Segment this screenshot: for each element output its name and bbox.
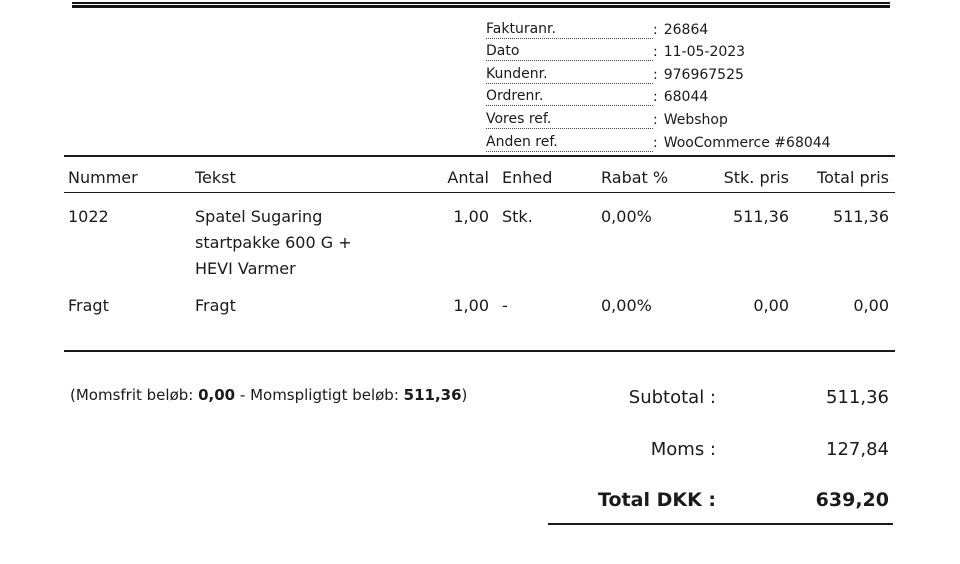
meta-colon: : (653, 89, 658, 106)
invoice-meta (486, 16, 831, 152)
cell-enhed: - (502, 296, 508, 315)
meta-value-kundenr: 976967525 (663, 66, 744, 83)
meta-row-ordrenr (486, 84, 831, 107)
meta-colon: : (653, 134, 658, 151)
cell-antal: 1,00 (453, 296, 489, 315)
meta-row-anden-ref (486, 129, 831, 152)
header-tekst: Tekst (195, 168, 236, 187)
tekst-line: Spatel Sugaring (195, 207, 323, 226)
header-enhed: Enhed (502, 168, 553, 187)
header-nummer: Nummer (68, 168, 138, 187)
cell-total-pris: 511,36 (833, 207, 889, 226)
meta-value-dato: 11-05-2023 (663, 44, 746, 61)
cell-total-pris: 0,00 (853, 296, 889, 315)
vat-free-amount: 0,00 (198, 386, 236, 404)
cell-tekst (195, 293, 400, 319)
meta-row-fakturanr (486, 16, 831, 39)
meta-row-dato (486, 39, 831, 62)
cell-tekst (195, 204, 400, 282)
moms-value: 127,84 (826, 439, 889, 460)
total-bottom-rule (548, 523, 893, 525)
moms-label: Moms : (650, 439, 716, 460)
vat-liable-amount: 511,36 (403, 386, 462, 404)
tekst-line: HEVI Varmer (195, 259, 296, 278)
header-total-pris: Total pris (817, 168, 889, 187)
subtotal-label: Subtotal : (628, 387, 716, 408)
table-bottom-rule (64, 350, 895, 352)
vat-note-text: ) (461, 386, 468, 404)
cell-nummer: Fragt (68, 296, 109, 315)
cell-stk-pris: 511,36 (733, 207, 789, 226)
header-rabat: Rabat % (601, 168, 669, 187)
meta-label-anden-ref: Anden ref. (486, 133, 653, 152)
meta-label-kundenr: Kundenr. (486, 65, 653, 84)
meta-label-ordrenr: Ordrenr. (486, 87, 653, 106)
meta-value-ordrenr: 68044 (663, 89, 709, 106)
meta-label-fakturanr: Fakturanr. (486, 20, 653, 39)
cell-antal: 1,00 (453, 207, 489, 226)
meta-row-vores-ref (486, 106, 831, 129)
subtotal-value: 511,36 (826, 387, 889, 408)
meta-label-vores-ref: Vores ref. (486, 110, 653, 129)
meta-value-vores-ref: Webshop (663, 111, 728, 128)
header-antal: Antal (447, 168, 489, 187)
table-top-rule (64, 155, 895, 157)
cell-nummer: 1022 (68, 207, 109, 226)
top-rule (72, 2, 890, 8)
vat-note-text: - Momspligtigt beløb: (235, 386, 404, 404)
cell-enhed: Stk. (502, 207, 533, 226)
vat-note (70, 386, 467, 404)
top-rule-thick-line (72, 5, 890, 8)
table-header-rule (64, 192, 895, 194)
meta-value-fakturanr: 26864 (663, 21, 709, 38)
meta-colon: : (653, 111, 658, 128)
total-value: 639,20 (815, 489, 889, 511)
header-stk-pris: Stk. pris (723, 168, 789, 187)
vat-note-text: (Momsfrit beløb: (70, 386, 199, 404)
meta-row-kundenr (486, 61, 831, 84)
total-label: Total DKK : (598, 489, 716, 511)
cell-rabat: 0,00% (601, 207, 652, 226)
meta-colon: : (653, 21, 658, 38)
tekst-line: startpakke 600 G + (195, 233, 352, 252)
meta-label-dato: Dato (486, 42, 653, 61)
cell-rabat: 0,00% (601, 296, 652, 315)
meta-colon: : (653, 44, 658, 61)
cell-stk-pris: 0,00 (753, 296, 789, 315)
meta-colon: : (653, 66, 658, 83)
tekst-line: Fragt (195, 296, 236, 315)
meta-value-anden-ref: WooCommerce #68044 (663, 134, 831, 151)
